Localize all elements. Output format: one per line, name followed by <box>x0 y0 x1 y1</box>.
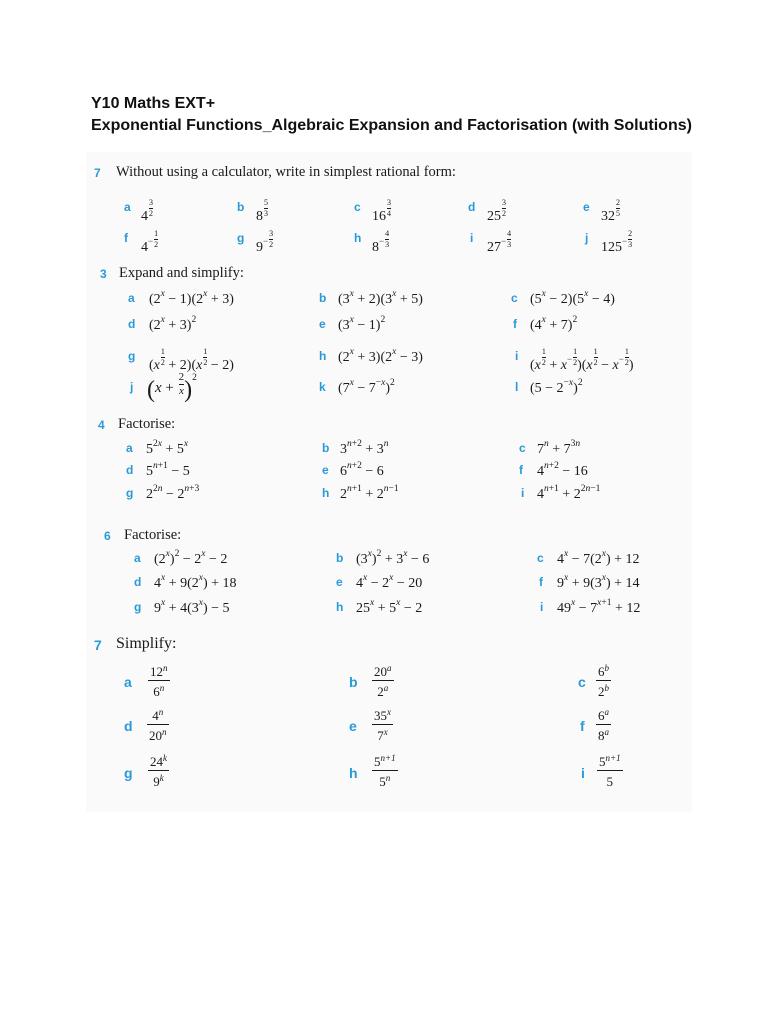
fractional-power <box>256 230 273 255</box>
fractional-power <box>256 199 268 224</box>
item-label: d <box>134 575 142 589</box>
exponent-sign: − <box>263 236 269 246</box>
item-label: d <box>468 200 476 214</box>
fraction-denominator: 6$^n$ <box>153 683 165 699</box>
exponent-denominator: 2 <box>154 240 159 249</box>
exponent-denominator: 3 <box>264 209 268 218</box>
fraction-numerator: 12$^n$ <box>150 663 168 679</box>
power-base: 8 <box>256 209 263 224</box>
item-label: c <box>537 551 544 565</box>
exponent-numerator: 1 <box>154 229 159 238</box>
expression: $(2^x + 3)(2^x - 3)$ <box>338 347 423 365</box>
expression: $(3^x + 2)(3^x + 5)$ <box>338 289 423 307</box>
item-label: a <box>126 441 133 455</box>
item-label: g <box>124 765 133 781</box>
exponent-denominator: 5 <box>616 209 620 218</box>
item-label: a <box>124 674 132 690</box>
expression: $(2^x + 3)^2$ <box>149 315 197 333</box>
fractional-exponent <box>387 199 391 218</box>
question-number: 7 <box>94 637 102 653</box>
expression: (x + $\frac{2}{x}$ )$^2$ <box>147 371 197 403</box>
exponent-denominator: 2 <box>502 209 506 218</box>
exponent-sign: − <box>148 236 154 246</box>
item-label: b <box>349 674 358 690</box>
exponent-denominator: 2 <box>269 240 274 249</box>
fraction-numerator: 35$^x$ <box>374 707 391 723</box>
item-label: c <box>354 200 361 214</box>
item-label: f <box>539 575 543 589</box>
item-label: b <box>336 551 344 565</box>
fractional-exponent <box>154 230 158 249</box>
fraction <box>372 708 393 742</box>
fractional-power <box>487 199 506 224</box>
power-base: 25 <box>487 209 501 224</box>
exponent-denominator: 3 <box>628 240 633 249</box>
expression: $49^x - 7^{x+1} + 12$ <box>557 598 641 616</box>
power-base: 4 <box>141 209 148 224</box>
expression: $(3^x - 1)^2$ <box>338 315 386 333</box>
item-label: j <box>130 380 134 394</box>
item-label: h <box>349 765 358 781</box>
question-number: 4 <box>98 418 105 432</box>
expression: $25^x + 5^x - 2$ <box>356 598 423 616</box>
item-label: f <box>580 718 585 734</box>
doc-title-line1: Y10 Maths EXT+ <box>91 95 216 112</box>
question-number: 3 <box>100 267 107 281</box>
item-label: g <box>237 231 245 245</box>
question-number: 7 <box>94 166 101 180</box>
power-base: 9 <box>256 240 263 255</box>
exponent-numerator: 3 <box>269 229 274 238</box>
question-number: 6 <box>104 529 111 543</box>
item-label: h <box>336 600 344 614</box>
item-label: e <box>322 463 329 477</box>
item-label: l <box>515 380 519 394</box>
item-label: f <box>124 231 128 245</box>
fraction <box>148 664 170 698</box>
fractional-exponent <box>507 230 511 249</box>
fractional-power <box>601 230 632 255</box>
power-base: 4 <box>141 240 148 255</box>
item-label: i <box>540 600 544 614</box>
exponent-numerator: 3 <box>387 198 391 207</box>
item-label: i <box>470 231 474 245</box>
item-label: b <box>319 291 327 305</box>
question-prompt: Simplify: <box>116 635 177 652</box>
power-base: 16 <box>372 209 386 224</box>
exponent-denominator: 3 <box>385 240 390 249</box>
item-label: c <box>519 441 526 455</box>
item-label: i <box>521 486 525 500</box>
exponent-numerator: 2 <box>628 229 633 238</box>
fractional-exponent <box>616 199 620 218</box>
exponent-sign: − <box>622 236 628 246</box>
exponent-denominator: 3 <box>507 240 512 249</box>
fractional-exponent <box>269 230 273 249</box>
exponent-numerator: 4 <box>507 229 512 238</box>
fractional-exponent <box>149 199 153 218</box>
fraction <box>597 754 623 788</box>
item-label: a <box>134 551 141 565</box>
expression: (x $\frac{1}{2}$ + x− $\frac{1}{2}$ )(x $\frac{1}{2}$ − x− $\frac{1}{2}$ ) <box>530 347 634 373</box>
item-label: e <box>336 575 343 589</box>
item-label: k <box>319 380 326 394</box>
fraction-numerator: $5^{n+1}$ <box>599 753 621 769</box>
fractional-power <box>372 230 389 255</box>
exponent-numerator: 4 <box>385 229 390 238</box>
item-label: e <box>319 317 326 331</box>
fractional-exponent <box>628 230 632 249</box>
expression: $4^{n+2} - 16$ <box>537 461 588 479</box>
expression: $2^{n+1} + 2^{n-1}$ <box>340 484 399 502</box>
fraction <box>372 664 394 698</box>
fraction <box>148 754 169 788</box>
expression: $(5 - 2^{-x})^2$ <box>530 378 583 396</box>
exponent-numerator: 2 <box>616 198 620 207</box>
expression: $9^x + 4(3^x) - 5$ <box>154 598 230 616</box>
expression: $5^{n+1} - 5$ <box>146 461 190 479</box>
expression: $(3^x)^2 + 3^x - 6$ <box>356 549 430 567</box>
power-base: 125 <box>601 240 622 255</box>
expression: $(4^x + 7)^2$ <box>530 315 578 333</box>
item-label: h <box>319 349 327 363</box>
item-label: f <box>519 463 523 477</box>
expression: $9^x + 9(3^x) + 14$ <box>557 573 640 591</box>
fractional-power <box>141 199 153 224</box>
item-label: g <box>126 486 134 500</box>
fraction-numerator: 4$^n$ <box>152 707 164 723</box>
fraction <box>596 708 611 742</box>
item-label: i <box>581 765 585 781</box>
expression: $3^{n+2} + 3^n$ <box>340 439 389 457</box>
expression: $4^x - 2^x - 20$ <box>356 573 423 591</box>
fraction-numerator: $5^{n+1}$ <box>374 753 396 769</box>
expression: $6^{n+2} - 6$ <box>340 461 384 479</box>
question-prompt: Factorise: <box>124 527 182 543</box>
fractional-power <box>601 199 620 224</box>
item-label: h <box>322 486 330 500</box>
fraction-denominator: 5 <box>606 774 614 789</box>
expression: $7^n + 7^{3n}$ <box>537 439 581 457</box>
item-label: d <box>126 463 134 477</box>
exponent-numerator: 3 <box>149 198 153 207</box>
fraction-denominator: 8$^a$ <box>598 727 609 743</box>
expression: $5^{2x} + 5^x$ <box>146 439 189 457</box>
item-label: j <box>585 231 589 245</box>
item-label: b <box>237 200 245 214</box>
expression: $4^x + 9(2^x) + 18$ <box>154 573 237 591</box>
item-label: g <box>128 349 136 363</box>
expression: (x $\frac{1}{2}$ + 2)(x $\frac{1}{2}$ − 2) <box>149 347 234 373</box>
item-label: a <box>128 291 135 305</box>
item-label: i <box>515 349 519 363</box>
item-label: b <box>322 441 330 455</box>
item-label: g <box>134 600 142 614</box>
expression: $(5^x - 2)(5^x - 4)$ <box>530 289 615 307</box>
question-prompt: Without using a calculator, write in simplest rational form: <box>116 164 456 180</box>
question-prompt: Factorise: <box>118 416 176 432</box>
fraction-numerator: 6$^a$ <box>598 707 609 723</box>
fraction-numerator: 20$^a$ <box>374 663 392 679</box>
fractional-exponent <box>264 199 268 218</box>
fraction-denominator: 7$^x$ <box>377 727 388 743</box>
fraction-numerator: 6$^b$ <box>598 663 609 679</box>
fractional-power <box>141 230 158 255</box>
item-label: e <box>583 200 590 214</box>
question-prompt: Expand and simplify: <box>119 265 244 281</box>
fraction <box>147 708 169 742</box>
item-label: a <box>124 200 131 214</box>
item-label: d <box>124 718 133 734</box>
fractional-exponent <box>502 199 506 218</box>
item-label: c <box>578 674 586 690</box>
fraction-denominator: 20$^n$ <box>149 727 167 743</box>
expression: $(2^x - 1)(2^x + 3)$ <box>149 289 234 307</box>
fraction-denominator: 2$^a$ <box>377 683 389 699</box>
doc-title-line2: Exponential Functions_Algebraic Expansion and Factorisation (with Solutions) <box>91 117 692 134</box>
power-base: 27 <box>487 240 501 255</box>
exponent-sign: − <box>379 236 385 246</box>
fraction <box>372 754 398 788</box>
fractional-power <box>372 199 391 224</box>
expression: $(2^x)^2 - 2^x - 2$ <box>154 549 228 567</box>
fractional-power <box>487 230 511 255</box>
fraction-denominator: 2$^b$ <box>598 683 609 699</box>
expression: $(7^x - 7^{-x})^2$ <box>338 378 395 396</box>
power-base: 32 <box>601 209 615 224</box>
item-label: d <box>128 317 136 331</box>
item-label: f <box>513 317 517 331</box>
expression: $4^{n+1} + 2^{2n-1}$ <box>537 484 601 502</box>
expression: $2^{2n} - 2^{n+3}$ <box>146 484 200 502</box>
fractional-exponent <box>385 230 389 249</box>
exponent-denominator: 2 <box>149 209 153 218</box>
exponent-denominator: 4 <box>387 209 391 218</box>
fraction-numerator: 24$^k$ <box>150 753 167 769</box>
power-base: 8 <box>372 240 379 255</box>
item-label: h <box>354 231 362 245</box>
exponent-numerator: 5 <box>264 198 268 207</box>
item-label: c <box>511 291 518 305</box>
exponent-numerator: 3 <box>502 198 506 207</box>
expression: $4^x - 7(2^x) + 12$ <box>557 549 640 567</box>
exponent-sign: − <box>501 236 507 246</box>
item-label: e <box>349 718 357 734</box>
fraction <box>596 664 611 698</box>
fraction-denominator: 5$^n$ <box>379 773 391 789</box>
fraction-denominator: 9$^k$ <box>153 773 164 789</box>
